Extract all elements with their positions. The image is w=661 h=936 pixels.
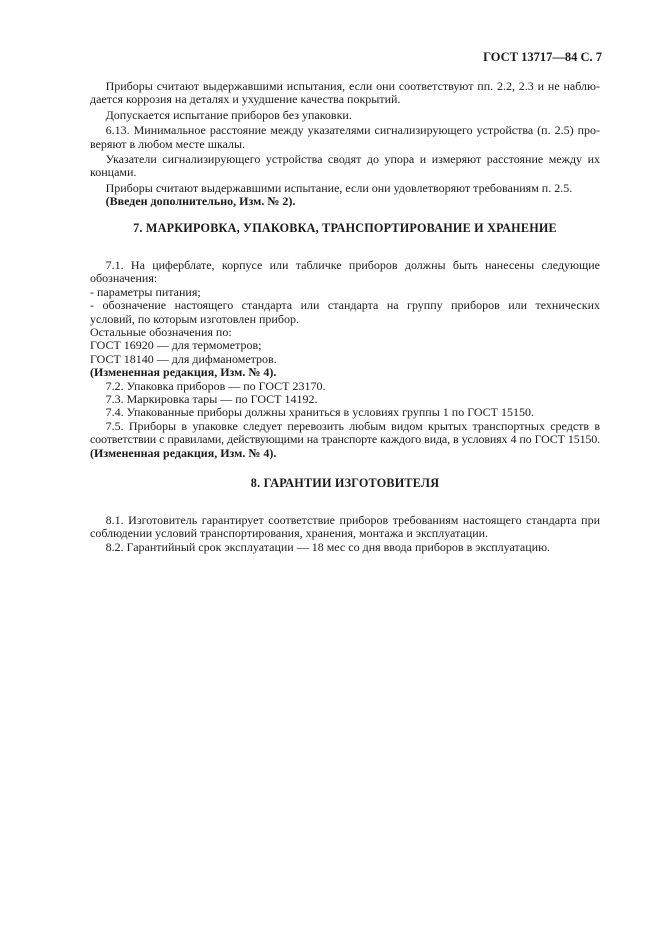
paragraph-line: соблюдении условий транспортирования, хранения, монтажа и эксплуатации. bbox=[90, 526, 489, 541]
paragraph-line: Приборы считают выдержавшими испытания, если они соответствуют пп. 2.2, 2.3 и не наблю- bbox=[105, 79, 600, 93]
section-7-body bbox=[90, 259, 600, 460]
paragraph-line: дается коррозия на деталях и ухудшение качества покрытий. bbox=[90, 92, 401, 107]
amendment-note: (Введен дополнительно, Изм. № 2). bbox=[105, 194, 296, 209]
section-6-continuation bbox=[90, 80, 600, 209]
paragraph: 7.3. Маркировка тары — по ГОСТ 14192. bbox=[105, 392, 318, 407]
section-8-body bbox=[90, 514, 600, 554]
list-item-line: - обозначение настоящего стандарта или стандарта на группу приборов или технических bbox=[90, 298, 600, 313]
paragraph: ГОСТ 16920 — для термометров; bbox=[90, 338, 262, 353]
paragraph-line: Указатели сигнализирующего устройства сводят до упора и измеряют расстояние между их bbox=[105, 152, 600, 167]
section-7-title: 7. МАРКИРОВКА, УПАКОВКА, ТРАНСПОРТИРОВАНИЕ И ХРАНЕНИЕ bbox=[133, 221, 557, 235]
page-header: ГОСТ 13717—84 С. 7 bbox=[483, 50, 602, 64]
amendment-note: (Измененная редакция, Изм. № 4). bbox=[90, 445, 277, 460]
paragraph: Допускается испытание приборов без упаковки. bbox=[105, 107, 352, 122]
paragraph-line: 7.1. На циферблате, корпусе или табличке приборов должны быть нанесены следующие bbox=[105, 258, 600, 272]
paragraph-line: 7.5. Приборы в упаковке следует перевозить любым видом крытых транспортных средств в bbox=[105, 418, 600, 433]
list-item-line: условий, по которым изготовлен прибор. bbox=[90, 311, 299, 326]
paragraph: Остальные обозначения по: bbox=[90, 325, 232, 340]
paragraph: 7.4. Упакованные приборы должны храниться в условиях группы 1 по ГОСТ 15150. bbox=[105, 405, 534, 420]
paragraph-line: концами. bbox=[90, 165, 137, 180]
paragraph-line: обозначения: bbox=[90, 271, 158, 286]
paragraph: 7.2. Упаковка приборов — по ГОСТ 23170. bbox=[105, 378, 326, 393]
paragraph-line: веряют в любом месте шкалы. bbox=[90, 136, 246, 151]
paragraph: ГОСТ 18140 — для дифманометров. bbox=[90, 351, 277, 366]
section-8-title: 8. ГАРАНТИИ ИЗГОТОВИТЕЛЯ bbox=[250, 476, 440, 490]
list-item: - параметры питания; bbox=[90, 284, 201, 299]
paragraph: 8.2. Гарантийный срок эксплуатации — 18 мес со дня ввода приборов в эксплуатацию. bbox=[105, 539, 551, 554]
paragraph-line: 8.1. Изготовитель гарантирует соответствие приборов требованиям настоящего стандарта при bbox=[105, 513, 600, 527]
amendment-note: (Измененная редакция, Изм. № 4). bbox=[90, 365, 277, 380]
paragraph: Приборы считают выдержавшими испытание, если они удовлетворяют требованиям п. 2.5. bbox=[105, 180, 573, 195]
paragraph-line: соответствии с правилами, действующими на транспорте каждого вида, в условиях 4 по ГОСТ 15150. bbox=[90, 432, 600, 447]
paragraph-line: 6.13. Минимальное расстояние между указателями сигнализирующего устройства (п. 2.5) про- bbox=[105, 123, 600, 138]
